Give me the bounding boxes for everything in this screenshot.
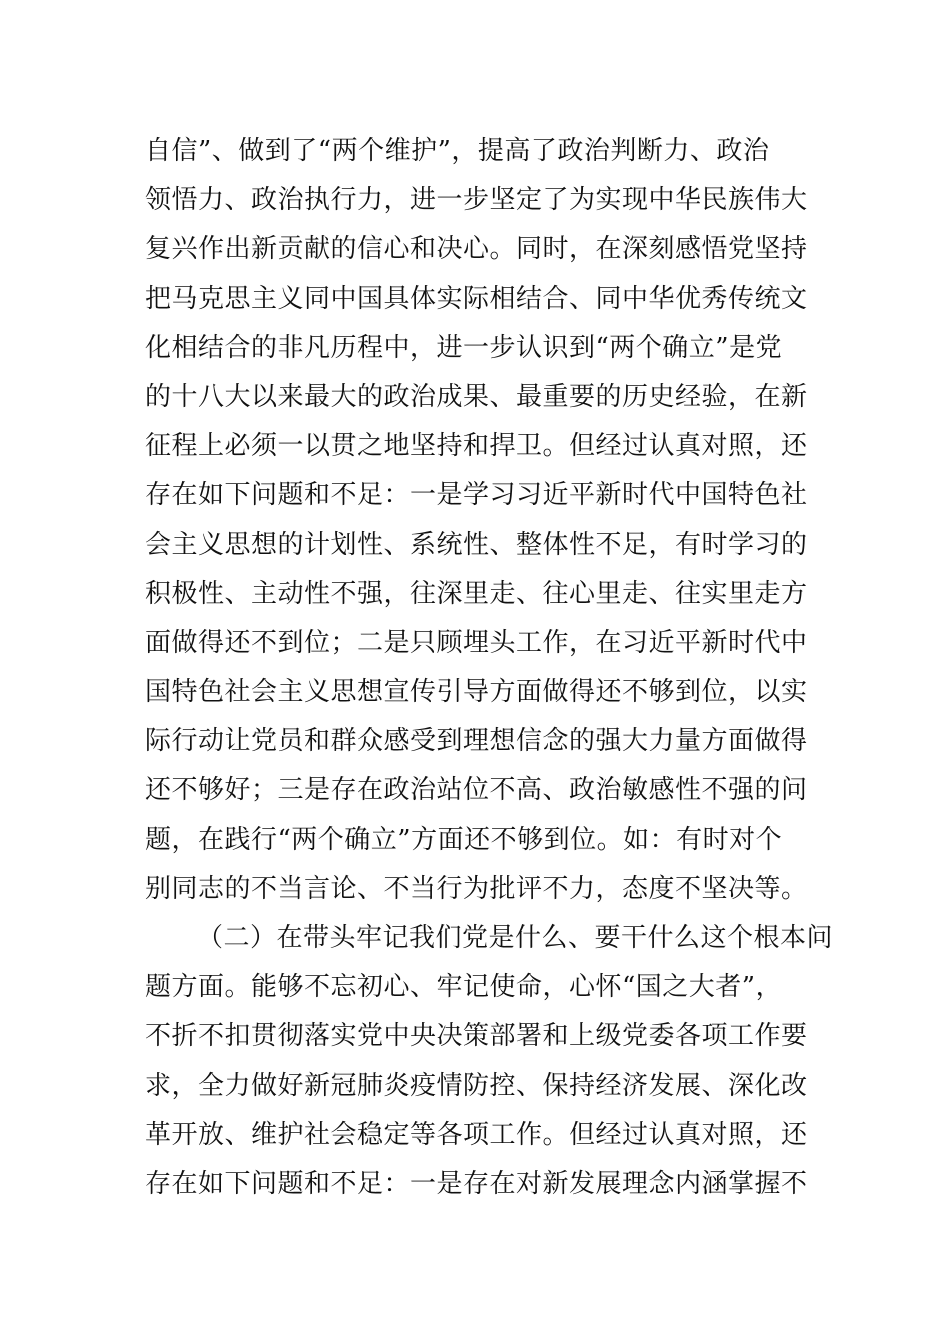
text-line: 不折不扣贯彻落实党中央决策部署和上级党委各项工作要 [145,1021,808,1052]
text-line: 积极性、主动性不强，往深里走、往心里走、往实里走方 [145,578,808,609]
text-line: 化相结合的非凡历程中，进一步认识到“两个确立”是党 [145,332,783,363]
text-line: 会主义思想的计划性、系统性、整体性不足，有时学习的 [145,529,808,560]
text-line: 自信”、做到了“两个维护”，提高了政治判断力、政治 [145,136,770,166]
text-line: 存在如下问题和不足：一是学习习近平新时代中国特色社 [145,480,808,511]
text-line: 革开放、维护社会稳定等各项工作。但经过认真对照，还 [145,1119,808,1150]
text-line: 面做得还不到位；二是只顾埋头工作，在习近平新时代中 [145,627,808,658]
text-line: 还不够好；三是存在政治站位不高、政治敏感性不强的问 [145,775,808,806]
text-line: 别同志的不当言论、不当行为批评不力，态度不坚决等。 [145,873,808,904]
text-line: 存在如下问题和不足：一是存在对新发展理念内涵掌握不 [145,1168,808,1199]
text-line: 的十八大以来最大的政治成果、最重要的历史经验，在新 [145,381,808,412]
text-line: 国特色社会主义思想宣传引导方面做得还不够到位，以实 [145,677,808,708]
text-line: 题方面。能够不忘初心、牢记使命，心怀“国之大者”， [145,972,783,1003]
text-line: 题，在践行“两个确立”方面还不够到位。如：有时对个 [145,824,783,855]
section-heading-line: （二）在带头牢记我们党是什么、要干什么这个根本问 [197,923,834,953]
text-line: 复兴作出新贡献的信心和决心。同时，在深刻感悟党坚持 [145,234,808,265]
text-line: 征程上必须一以贯之地坚持和捍卫。但经过认真对照，还 [145,431,808,462]
text-line: 际行动让党员和群众感受到理想信念的强大力量方面做得 [145,726,808,757]
body-text [145,127,834,1209]
text-line: 求，全力做好新冠肺炎疫情防控、保持经济发展、深化改 [145,1070,808,1101]
text-line: 把马克思主义同中国具体实际相结合、同中华优秀传统文 [145,283,808,314]
text-line: 领悟力、政治执行力，进一步坚定了为实现中华民族伟大 [145,185,808,216]
